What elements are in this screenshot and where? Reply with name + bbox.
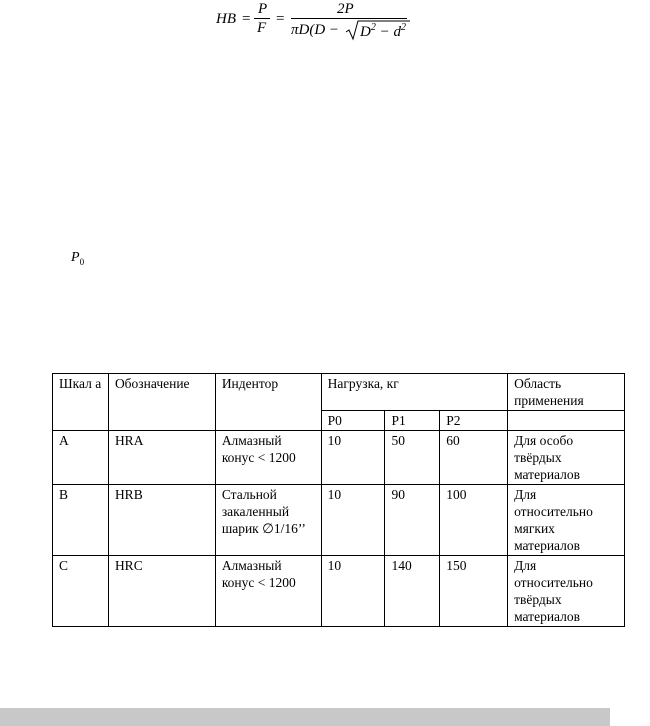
cell-indenter: Алмазный конус < 1200 [215,431,321,485]
root-exp-1: 2 [370,22,376,33]
cell-p0: 10 [321,485,385,556]
formula-numerator-1: P [258,1,268,17]
header-p2: P2 [440,411,508,431]
formula-equals-1: = [242,11,251,27]
cell-scale: A [53,431,109,485]
cell-scale: C [53,556,109,627]
footer-bar [0,708,610,726]
cell-designation: HRA [108,431,215,485]
cell-indenter: Алмазный конус < 1200 [215,556,321,627]
cell-p0: 10 [321,431,385,485]
cell-designation: HRB [108,485,215,556]
cell-p1: 90 [385,485,440,556]
cell-p2: 100 [440,485,508,556]
formula-denominator-1: F [257,20,267,36]
header-load: Нагрузка, кг [321,374,507,411]
header-p1: P1 [385,411,440,431]
cell-p2: 60 [440,431,508,485]
root-minus-d: − d [379,24,401,40]
root-D: D [360,24,371,40]
header-area-empty [508,411,625,431]
formula-denominator-root [360,23,406,40]
p0-sub: 0 [79,256,85,267]
header-designation: Обозначение [108,374,215,431]
cell-area: Для относительно твёрдых материалов [508,556,625,627]
cell-p2: 150 [440,556,508,627]
cell-p1: 50 [385,431,440,485]
formula-lhs: HB [216,11,236,27]
formula-denominator-prefix: πD(D − [291,22,340,38]
header-area: Область применения [508,374,625,411]
table-row [53,556,625,627]
cell-indenter: Стальной закаленный шарик ∅1/16’’ [215,485,321,556]
table-row [53,431,625,485]
cell-p0: 10 [321,556,385,627]
p0-main: P [71,250,80,265]
header-scale: Шкал а [53,374,109,431]
formula-equals-2: = [276,11,285,27]
table-header-row [53,374,625,411]
rockwell-scale-table [52,373,625,627]
cell-p1: 140 [385,556,440,627]
root-exp-2: 2 [400,22,406,33]
header-p0: P0 [321,411,385,431]
formula-numerator-2: 2P [337,1,354,17]
cell-scale: B [53,485,109,556]
fraction-bar-1 [254,18,270,19]
table-row [53,485,625,556]
p0-symbol [71,250,84,267]
header-indenter: Индентор [215,374,321,431]
cell-designation: HRC [108,556,215,627]
cell-area: Для особо твёрдых материалов [508,431,625,485]
cell-area: Для относительно мягких материалов [508,485,625,556]
